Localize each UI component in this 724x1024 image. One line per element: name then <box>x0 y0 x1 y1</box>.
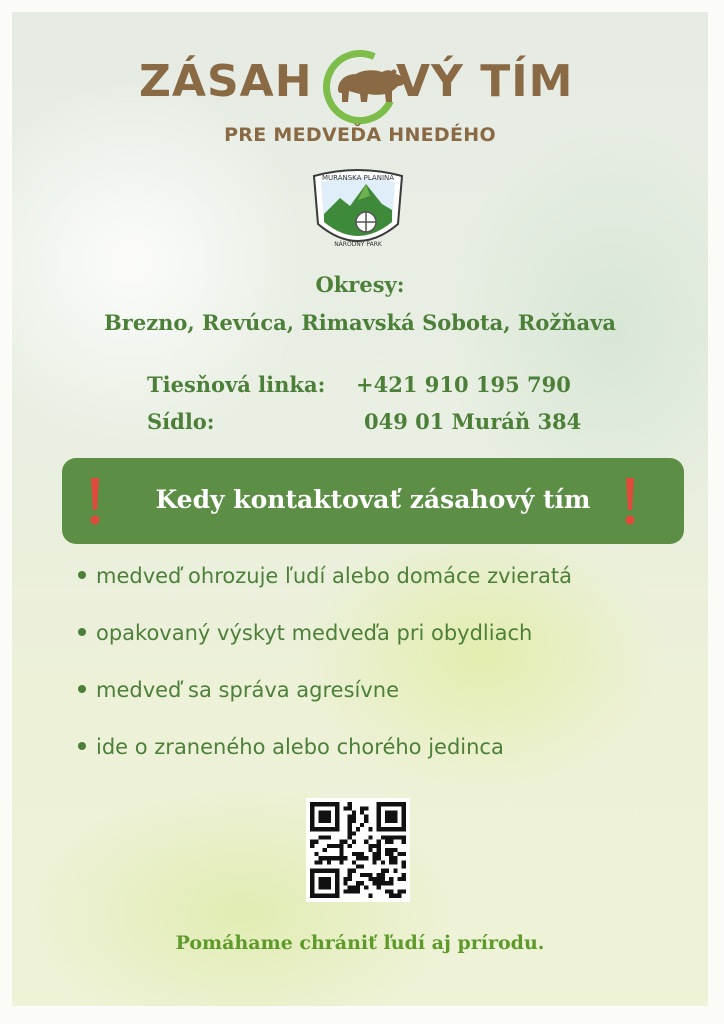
qr-module <box>314 860 318 864</box>
qr-module <box>364 856 368 860</box>
qr-module <box>339 852 343 856</box>
bullet-dot <box>78 742 86 750</box>
hotline-number[interactable]: +421 910 195 790 <box>356 372 571 397</box>
poster-subtitle: PRE MEDVEĎA HNEDÉHO <box>224 124 496 146</box>
qr-module <box>377 881 381 885</box>
qr-module <box>323 835 327 839</box>
poster-title <box>12 50 708 120</box>
bullet-dot <box>78 571 86 579</box>
list-item-text: ide o zraneného alebo chorého jedinca <box>96 735 504 759</box>
qr-module <box>368 848 372 852</box>
qr-module <box>368 835 372 839</box>
qr-module <box>368 877 372 881</box>
qr-module <box>381 877 385 881</box>
qr-module <box>348 890 352 894</box>
qr-module <box>331 856 335 860</box>
qr-module <box>356 852 360 856</box>
qr-module <box>348 873 352 877</box>
qr-module <box>327 860 331 864</box>
qr-module <box>360 856 364 860</box>
qr-module <box>356 856 360 860</box>
qr-module <box>393 860 397 864</box>
qr-module <box>327 844 331 848</box>
qr-module <box>402 877 406 881</box>
qr-module <box>389 835 393 839</box>
qr-module <box>373 844 377 848</box>
qr-module <box>393 848 397 852</box>
qr-module <box>318 835 322 839</box>
qr-module <box>368 827 372 831</box>
qr-module <box>402 860 406 864</box>
national-park-logo <box>308 166 408 254</box>
qr-module <box>364 819 368 823</box>
qr-module <box>381 881 385 885</box>
qr-module <box>389 840 393 844</box>
qr-module <box>360 873 364 877</box>
qr-module <box>398 877 402 881</box>
qr-module <box>352 815 356 819</box>
qr-module <box>373 881 377 885</box>
qr-module <box>352 819 356 823</box>
qr-module <box>364 840 368 844</box>
qr-module <box>385 848 389 852</box>
qr-module <box>373 856 377 860</box>
list-item-text: opakovaný výskyt medveďa pri obydliach <box>96 621 533 645</box>
qr-module <box>327 856 331 860</box>
qr-module <box>381 835 385 839</box>
qr-module <box>343 881 347 885</box>
qr-module <box>318 856 322 860</box>
qr-module <box>343 840 347 844</box>
qr-module <box>385 890 389 894</box>
qr-module <box>360 881 364 885</box>
districts-list: Brezno, Revúca, Rimavská Sobota, Rožňava <box>104 310 616 335</box>
qr-module <box>348 835 352 839</box>
list-item <box>78 678 698 735</box>
qr-code[interactable] <box>306 798 410 902</box>
qr-module <box>343 856 347 860</box>
qr-module <box>402 890 406 894</box>
qr-module <box>373 860 377 864</box>
qr-module <box>393 869 397 873</box>
list-item <box>78 621 698 678</box>
qr-module <box>348 827 352 831</box>
qr-module <box>339 848 343 852</box>
qr-module <box>348 877 352 881</box>
title-left: ZÁSAH <box>139 56 313 107</box>
list-item <box>78 564 698 621</box>
qr-module <box>377 844 381 848</box>
qr-module <box>385 835 389 839</box>
qr-module <box>352 852 356 856</box>
qr-module <box>352 840 356 844</box>
qr-module <box>373 852 377 856</box>
qr-module <box>356 881 360 885</box>
qr-module <box>348 819 352 823</box>
qr-module <box>393 835 397 839</box>
qr-module <box>348 885 352 889</box>
qr-module <box>389 848 393 852</box>
qr-module <box>348 802 352 806</box>
qr-module <box>348 806 352 810</box>
qr-module <box>377 873 381 877</box>
qr-module <box>352 860 356 864</box>
qr-module <box>385 881 389 885</box>
qr-module <box>389 890 393 894</box>
qr-module <box>348 844 352 848</box>
qr-module <box>343 890 347 894</box>
qr-module <box>393 894 397 898</box>
qr-module <box>389 877 393 881</box>
qr-module <box>393 856 397 860</box>
qr-module <box>368 844 372 848</box>
qr-module <box>360 823 364 827</box>
qr-module <box>398 890 402 894</box>
list-item-text: medveď sa správa agresívne <box>96 678 400 702</box>
qr-module <box>331 844 335 848</box>
qr-module <box>389 860 393 864</box>
list-item <box>78 735 698 792</box>
qr-module <box>389 856 393 860</box>
qr-module <box>373 877 377 881</box>
logo-top-text: MURÁNSKA PLANINA <box>321 174 395 182</box>
qr-module <box>368 873 372 877</box>
address-label: Sídlo: <box>147 409 215 434</box>
qr-module <box>368 894 372 898</box>
qr-module <box>364 885 368 889</box>
qr-module <box>402 865 406 869</box>
footer-slogan: Pomáhame chrániť ľudí aj prírodu. <box>175 932 545 954</box>
exclamation-icon <box>624 478 636 526</box>
bullet-dot <box>78 628 86 636</box>
qr-module <box>356 865 360 869</box>
qr-module <box>310 844 314 848</box>
contact-banner <box>62 458 684 544</box>
qr-module <box>356 827 360 831</box>
qr-module <box>385 840 389 844</box>
criteria-list <box>78 564 698 792</box>
qr-module <box>402 852 406 856</box>
qr-module <box>352 890 356 894</box>
qr-module <box>402 873 406 877</box>
qr-module <box>327 835 331 839</box>
hotline-label: Tiesňová linka: <box>147 372 326 397</box>
qr-module <box>335 844 339 848</box>
qr-module <box>381 873 385 877</box>
qr-module <box>339 856 343 860</box>
qr-module <box>339 860 343 864</box>
qr-module <box>364 873 368 877</box>
qr-module <box>377 856 381 860</box>
qr-module <box>360 806 364 810</box>
qr-module <box>348 869 352 873</box>
qr-module <box>356 890 360 894</box>
bullet-dot <box>78 685 86 693</box>
qr-module <box>398 835 402 839</box>
qr-module <box>398 852 402 856</box>
qr-module <box>360 810 364 814</box>
qr-module <box>356 885 360 889</box>
qr-module <box>343 877 347 881</box>
title-right: VÝ TÍM <box>396 56 574 107</box>
qr-module <box>348 823 352 827</box>
qr-module <box>402 835 406 839</box>
qr-module <box>310 840 314 844</box>
districts-label: Okresy: <box>315 272 405 297</box>
qr-module <box>352 810 356 814</box>
qr-module <box>402 840 406 844</box>
qr-module <box>377 840 381 844</box>
qr-module <box>377 885 381 889</box>
qr-module <box>352 885 356 889</box>
logo-bottom-text: NÁRODNÝ PARK <box>334 241 382 248</box>
qr-module <box>389 894 393 898</box>
qr-module <box>381 860 385 864</box>
list-item-text: medveď ohrozuje ľudí alebo domáce zvieratá <box>96 564 572 588</box>
qr-module <box>343 806 347 810</box>
qr-module <box>318 860 322 864</box>
address-value: 049 01 Muráň 384 <box>364 409 582 434</box>
qr-module <box>360 865 364 869</box>
qr-module <box>398 894 402 898</box>
qr-module <box>377 852 381 856</box>
qr-module <box>352 831 356 835</box>
qr-module <box>348 815 352 819</box>
qr-module <box>352 869 356 873</box>
qr-module <box>323 848 327 852</box>
qr-module <box>360 852 364 856</box>
qr-module <box>377 877 381 881</box>
qr-module <box>323 856 327 860</box>
qr-module <box>385 869 389 873</box>
qr-module <box>385 852 389 856</box>
qr-module <box>389 852 393 856</box>
qr-module <box>389 881 393 885</box>
qr-module <box>364 806 368 810</box>
poster <box>12 12 708 1006</box>
qr-module <box>335 856 339 860</box>
qr-module <box>381 869 385 873</box>
banner-text: Kedy kontaktovať zásahový tím <box>155 485 591 514</box>
qr-module <box>339 844 343 848</box>
qr-module <box>348 831 352 835</box>
qr-module <box>377 848 381 852</box>
qr-module <box>364 815 368 819</box>
qr-module <box>339 840 343 844</box>
qr-module <box>314 852 318 856</box>
qr-module <box>314 840 318 844</box>
